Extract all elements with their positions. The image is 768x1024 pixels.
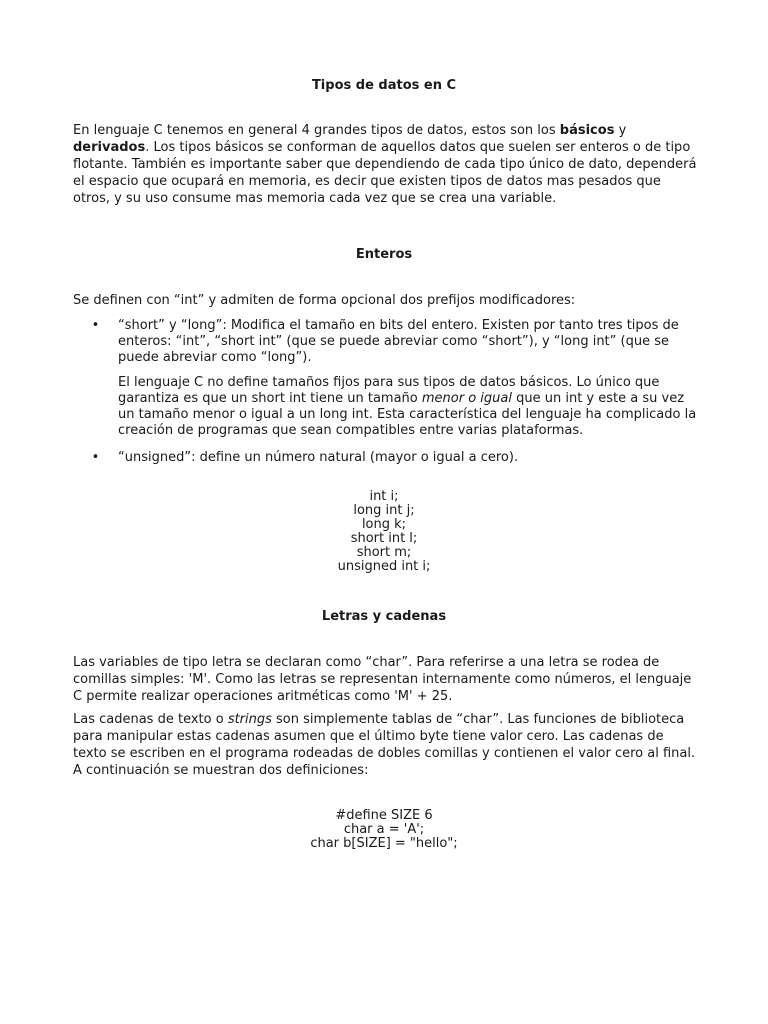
code-line: char a = 'A'; bbox=[343, 822, 425, 837]
code-line: short int l; bbox=[350, 531, 418, 546]
bullet-item-short-long bbox=[73, 318, 698, 366]
intro-text-1: En lenguaje C tenemos en general 4 grandes tipos de datos, estos son los bbox=[73, 123, 560, 138]
size-note-paragraph bbox=[118, 375, 698, 439]
code-line: #define SIZE 6 bbox=[335, 808, 433, 823]
document-title: Tipos de datos en C bbox=[311, 78, 457, 93]
strings-italic: strings bbox=[227, 712, 272, 727]
letras-paragraph-1: Las variables de tipo letra se declaran como “char”. Para referirse a una letra se rodea de comillas simples: 'M'. Como las letras se representan internamente como números, el lenguaje C permite realizar operaciones aritméticas como 'M' + 25. bbox=[73, 655, 692, 704]
note-text-1: El lenguaje C no define tamaños fijos para sus tipos de datos básicos. Lo único que garantiza es que un short int tiene un tamaño bbox=[118, 375, 660, 406]
code-line: long k; bbox=[361, 517, 407, 532]
strings-text-2: son simplemente tablas de “char”. Las funciones de biblioteca para manipular estas cadenas asumen que el último byte tiene valor cero. Las cadenas de texto se escriben en el programa rodeadas de dobles comillas y contienen el valor cero al final. A continuación se muestran dos definiciones: bbox=[73, 712, 696, 778]
code-line: long int j; bbox=[353, 503, 415, 518]
letras-paragraph-2 bbox=[73, 711, 698, 779]
intro-text-2: y bbox=[614, 123, 627, 138]
note-text-2: que un int y este a su vez un tamaño menor o igual a un long int. Esta característica del lenguaje ha complicado la creación de programas que sean compatibles entre varias plataformas. bbox=[118, 391, 697, 438]
char-code-block bbox=[0, 809, 768, 851]
intro-bold-basicos: básicos bbox=[559, 123, 615, 138]
integer-code-block bbox=[0, 490, 768, 574]
code-line: int i; bbox=[369, 489, 399, 504]
bullet-icon: • bbox=[91, 318, 100, 333]
code-line: char b[SIZE] = "hello"; bbox=[310, 836, 458, 851]
strings-text-1: Las cadenas de texto o bbox=[73, 712, 228, 727]
code-line: unsigned int i; bbox=[337, 559, 431, 574]
enteros-paragraph: Se definen con “int” y admiten de forma opcional dos prefijos modificadores: bbox=[73, 293, 576, 308]
bullet-text: “short” y “long”: Modifica el tamaño en bits del entero. Existen por tanto tres tipos de enteros: “int”, “short int” (que se puede abreviar como “short”), y “long int” (que se puede abreviar como “long”). bbox=[118, 318, 679, 365]
section-heading-letras: Letras y cadenas bbox=[321, 609, 447, 624]
section-heading-enteros: Enteros bbox=[355, 247, 413, 262]
code-line: short m; bbox=[356, 545, 412, 560]
bullet-item-unsigned bbox=[73, 450, 698, 466]
intro-text-3: . Los tipos básicos se conforman de aquellos datos que suelen ser enteros o de tipo flotante. También es importante saber que dependiendo de cada tipo único de dato, dependerá el espacio que ocupará en memoria, es decir que existen tipos de datos mas pesados que otros, y su uso consume mas memoria cada vez que se crea una variable. bbox=[73, 140, 697, 206]
intro-bold-derivados: derivados bbox=[73, 140, 146, 155]
bullet-text: “unsigned”: define un número natural (mayor o igual a cero). bbox=[118, 450, 519, 465]
intro-paragraph bbox=[73, 122, 698, 207]
bullet-icon: • bbox=[91, 450, 100, 465]
note-italic: menor o igual bbox=[421, 391, 512, 406]
